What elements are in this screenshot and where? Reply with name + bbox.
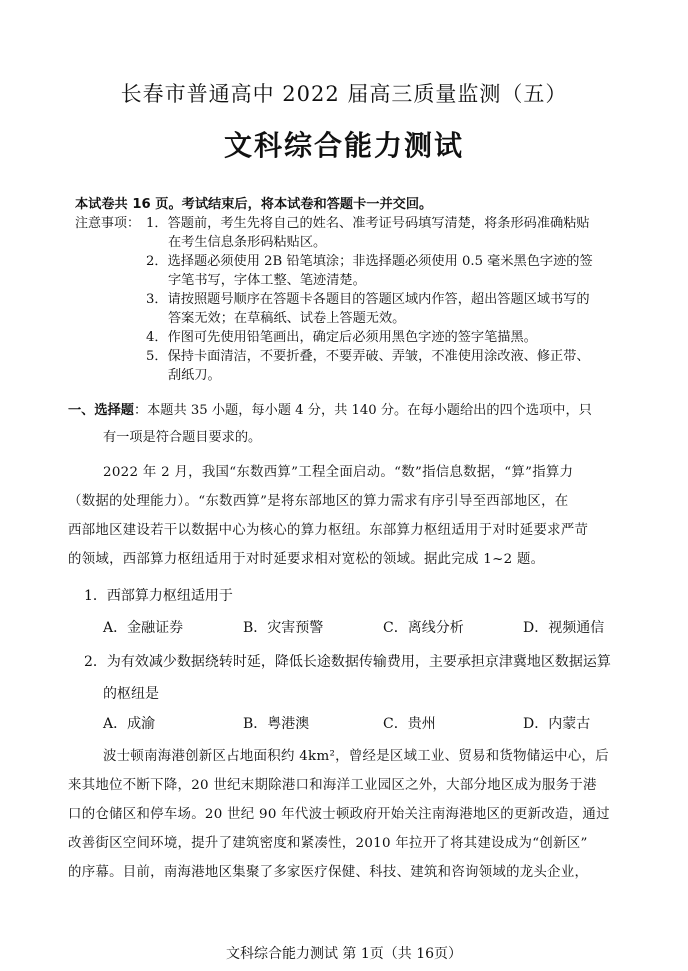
passage2-line: 的序幕。目前，南海港地区集聚了多家医疗保健、科技、建筑和咨询领域的龙头企业， [68, 865, 589, 880]
notice-item-3-cont: 答案无效；在草稿纸、试卷上答题无效。 [168, 311, 406, 326]
question-1-option-b: B．灾害预警 [243, 620, 324, 636]
passage1-line: 的领域，西部算力枢纽适用于对时延要求相对宽松的领域。据此完成 1~2 题。 [68, 552, 545, 567]
notice-item-2: 2．选择题必须使用 2B 铅笔填涂；非选择题必须使用 0.5 毫米黑色字迹的签 [146, 254, 593, 269]
passage1-line: 2022 年 2 月，我国“东数西算”工程全面启动。“数”指信息数据，“算”指算力 [103, 465, 574, 480]
page-footer: 文科综合能力测试 第 1页（共 16页） [225, 946, 463, 962]
exam-title: 长春市普通高中 2022 届高三质量监测（五） [120, 82, 568, 106]
notice-label: 注意事项： [75, 216, 141, 231]
notice-item-2-cont: 字笔书写，字体工整、笔迹清楚。 [168, 273, 366, 288]
notice-intro: 本试卷共 16 页。考试结束后，将本试卷和答题卡一并交回。 [75, 197, 433, 212]
passage2-line: 波士顿南海港创新区占地面积约 4km²，曾经是区域工业、贸易和货物储运中心，后 [103, 749, 609, 764]
section-instructions: ：本题共 35 小题，每小题 4 分，共 140 分。在每小题给出的四个选项中，只 [133, 403, 592, 418]
section-label: 一、选择题 [68, 403, 134, 418]
question-2-stem: 2．为有效减少数据绕转时延，降低长途数据传输费用，主要承担京津冀地区数据运算 [84, 654, 611, 670]
question-2-option-a: A．成渝 [103, 716, 156, 732]
passage1-line: 西部地区建设若干以数据中心为核心的算力枢纽。东部算力枢纽适用于对时延要求严苛 [68, 523, 589, 538]
passage1-line: （数据的处理能力）。“东数西算”是将东部地区的算力需求有序引导至西部地区，在 [68, 494, 569, 509]
question-2-option-d: D．内蒙古 [523, 716, 591, 732]
passage2-line: 来其地位不断下降，20 世纪末期除港口和海洋工业园区之外，大部分地区成为服务于港 [68, 778, 597, 793]
exam-subtitle: 文科综合能力测试 [223, 129, 464, 162]
notice-item-4: 4．作图可先使用铅笔画出，确定后必须用黑色字迹的签字笔描黑。 [146, 330, 537, 345]
section-instructions-cont: 有一项是符合题目要求的。 [103, 430, 262, 445]
question-1-option-c: C．离线分析 [383, 620, 464, 636]
notice-item-1-cont: 在考生信息条形码粘贴区。 [168, 235, 327, 250]
question-1-option-a: A．金融证券 [103, 620, 184, 636]
question-2-option-c: C．贵州 [383, 716, 436, 732]
question-1-stem: 1．西部算力枢纽适用于 [84, 588, 233, 604]
notice-item-3: 3．请按照题号顺序在答题卡各题目的答题区域内作答，超出答题区域书写的 [146, 292, 590, 307]
passage2-line: 口的仓储区和停车场。20 世纪 90 年代波士顿政府开始关注南海港地区的更新改造，通过 [68, 807, 610, 822]
notice-item-1: 1．答题前，考生先将自己的姓名、准考证号码填写清楚，将条形码准确粘贴 [146, 216, 590, 231]
passage2-line: 改善街区空间环境，提升了建筑密度和紧凑性，2010 年拉开了将其建设成为“创新区” [68, 836, 588, 851]
question-1-option-d: D．视频通信 [523, 620, 605, 636]
section-heading [68, 399, 592, 418]
question-2-option-b: B．粤港澳 [243, 716, 310, 732]
notice-item-5: 5．保持卡面清洁，不要折叠，不要弄破、弄皱，不准使用涂改液、修正带、 [146, 349, 590, 364]
question-2-stem-cont: 的枢纽是 [103, 686, 159, 702]
notice-item-5-cont: 刮纸刀。 [168, 368, 221, 383]
